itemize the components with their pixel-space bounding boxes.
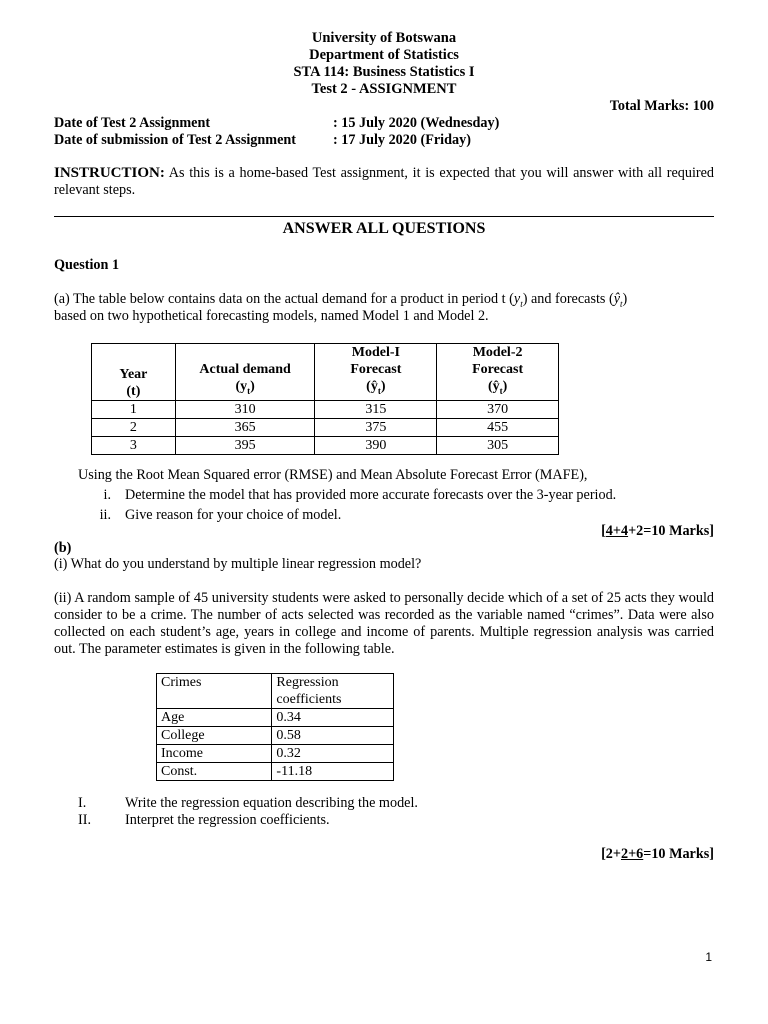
cell-coefficient: -11.18 bbox=[272, 763, 394, 781]
cell-model2: 455 bbox=[437, 418, 559, 436]
marks-open: [ bbox=[601, 523, 606, 539]
marks-underlined: 2+6 bbox=[620, 846, 644, 862]
course-title: STA 114: Business Statistics I bbox=[293, 64, 475, 80]
header-model2-title: Model-2 bbox=[472, 345, 523, 360]
instruction-label: INSTRUCTION: bbox=[54, 165, 165, 181]
submission-date-value: : 17 July 2020 (Friday) bbox=[333, 132, 471, 148]
model1-sym: (ŷ bbox=[366, 379, 378, 394]
table-row bbox=[92, 400, 559, 418]
actual-close: ) bbox=[250, 379, 255, 394]
model2-sym: (ŷ bbox=[487, 379, 500, 394]
intro-pre: (a) The table below contains data on the actual demand for a product in period t ( bbox=[54, 291, 514, 307]
header-year-label: Year bbox=[119, 366, 148, 382]
header-year bbox=[92, 344, 176, 401]
table-row bbox=[92, 436, 559, 454]
divider bbox=[54, 216, 714, 217]
cell-model2: 370 bbox=[437, 400, 559, 418]
cell-model1: 375 bbox=[315, 418, 437, 436]
table-row bbox=[157, 763, 394, 781]
cell-variable: College bbox=[157, 727, 272, 745]
cell-year: 1 bbox=[92, 400, 176, 418]
table-row bbox=[157, 709, 394, 727]
regression-table bbox=[156, 673, 394, 781]
actual-sym: (y bbox=[235, 379, 248, 394]
part-b-label: (b) bbox=[54, 540, 72, 556]
item-number: II. bbox=[78, 812, 91, 828]
cell-year: 3 bbox=[92, 436, 176, 454]
cell-year: 2 bbox=[92, 418, 176, 436]
table-row bbox=[157, 745, 394, 763]
yhat-symbol: ŷ bbox=[613, 291, 621, 307]
cell-variable: Const. bbox=[157, 763, 272, 781]
item-text: Interpret the regression coefficients. bbox=[125, 812, 330, 828]
cell-actual: 395 bbox=[175, 436, 315, 454]
header-model2 bbox=[437, 344, 559, 401]
item-text: Determine the model that has provided more accurate forecasts over the 3-year period. bbox=[125, 487, 617, 503]
header-crimes: Crimes bbox=[157, 674, 272, 709]
header-model2-label: Forecast bbox=[472, 362, 524, 377]
marks-underlined: 4+4 bbox=[605, 523, 629, 539]
header-actual-label: Actual demand bbox=[199, 362, 291, 377]
table-row bbox=[157, 727, 394, 745]
header-model1-label: Forecast bbox=[350, 362, 402, 377]
cell-variable: Income bbox=[157, 745, 272, 763]
instruction-text: As this is a home-based Test assignment, it is expected that you will answer with all required relevant steps. bbox=[54, 165, 715, 198]
part-a-marks bbox=[601, 523, 714, 540]
marks-open: [2+ bbox=[601, 846, 621, 862]
cell-model2: 305 bbox=[437, 436, 559, 454]
question-1-title: Question 1 bbox=[54, 257, 120, 273]
section-title: ANSWER ALL QUESTIONS bbox=[282, 220, 486, 237]
using-text: Using the Root Mean Squared error (RMSE) and Mean Absolute Forecast Error (MAFE), bbox=[78, 467, 588, 483]
model2-sub-t: t bbox=[499, 385, 503, 396]
cell-coefficient: 0.58 bbox=[272, 727, 394, 745]
y-symbol: y bbox=[513, 291, 521, 307]
department-title: Department of Statistics bbox=[309, 47, 459, 63]
total-marks: Total Marks: 100 bbox=[609, 98, 714, 114]
header-model1-sub bbox=[317, 378, 434, 400]
cell-coefficient: 0.34 bbox=[272, 709, 394, 727]
table-row bbox=[92, 418, 559, 436]
part-b-question-ii: (ii) A random sample of 45 university students were asked to personally decide which of a set of 25 acts they would consider to be a crime. The number of acts selected was recorded as the variable named “crimes”. Data were also collected on each student’s age, years in college and income of parents. Multiple regression analysis was carried out. The parameter estimates is given in the following table. bbox=[54, 590, 714, 657]
header-model1 bbox=[315, 344, 437, 401]
item-text: Write the regression equation describing the model. bbox=[125, 795, 418, 811]
model1-sub-t: t bbox=[377, 385, 381, 396]
item-text: Give reason for your choice of model. bbox=[125, 507, 342, 523]
cell-model1: 390 bbox=[315, 436, 437, 454]
cell-actual: 365 bbox=[175, 418, 315, 436]
cell-model1: 315 bbox=[315, 400, 437, 418]
cell-variable: Age bbox=[157, 709, 272, 727]
page-number: 1 bbox=[705, 950, 712, 964]
assignment-date-label: Date of Test 2 Assignment bbox=[54, 115, 211, 131]
header-model1-title: Model-I bbox=[351, 345, 400, 360]
test-title: Test 2 - ASSIGNMENT bbox=[311, 81, 457, 97]
cell-coefficient: 0.32 bbox=[272, 745, 394, 763]
table-header-row bbox=[157, 674, 394, 709]
model1-close: ) bbox=[380, 379, 386, 394]
item-number: i. bbox=[103, 487, 111, 503]
actual-sub-t: t bbox=[247, 385, 251, 396]
intro-mid: ) and forecasts ( bbox=[522, 291, 614, 307]
cell-actual: 310 bbox=[175, 400, 315, 418]
header-coefficients: Regression coefficients bbox=[272, 674, 394, 709]
header-actual-sub bbox=[178, 378, 313, 400]
header-actual bbox=[175, 344, 315, 401]
university-title: University of Botswana bbox=[311, 30, 457, 46]
marks-rest: =10 Marks] bbox=[643, 846, 714, 862]
marks-rest: +2=10 Marks] bbox=[628, 523, 714, 539]
t-subscript-2: t bbox=[620, 298, 623, 309]
part-b-marks bbox=[601, 846, 714, 863]
assignment-date-value: : 15 July 2020 (Wednesday) bbox=[333, 115, 500, 131]
header-model2-sub bbox=[439, 378, 556, 400]
submission-date-label: Date of submission of Test 2 Assignment bbox=[54, 132, 297, 148]
intro-post: ) bbox=[622, 291, 628, 307]
t-subscript: t bbox=[520, 298, 523, 309]
model2-close: ) bbox=[502, 379, 508, 394]
part-a-intro-line2: based on two hypothetical forecasting models, named Model 1 and Model 2. bbox=[54, 308, 489, 324]
item-number: I. bbox=[78, 795, 87, 811]
demand-forecast-table bbox=[91, 343, 559, 455]
part-b-question-i: (i) What do you understand by multiple linear regression model? bbox=[54, 556, 422, 572]
item-number: ii. bbox=[99, 507, 111, 523]
header-year-sub: (t) bbox=[126, 383, 141, 399]
instruction bbox=[54, 165, 714, 199]
